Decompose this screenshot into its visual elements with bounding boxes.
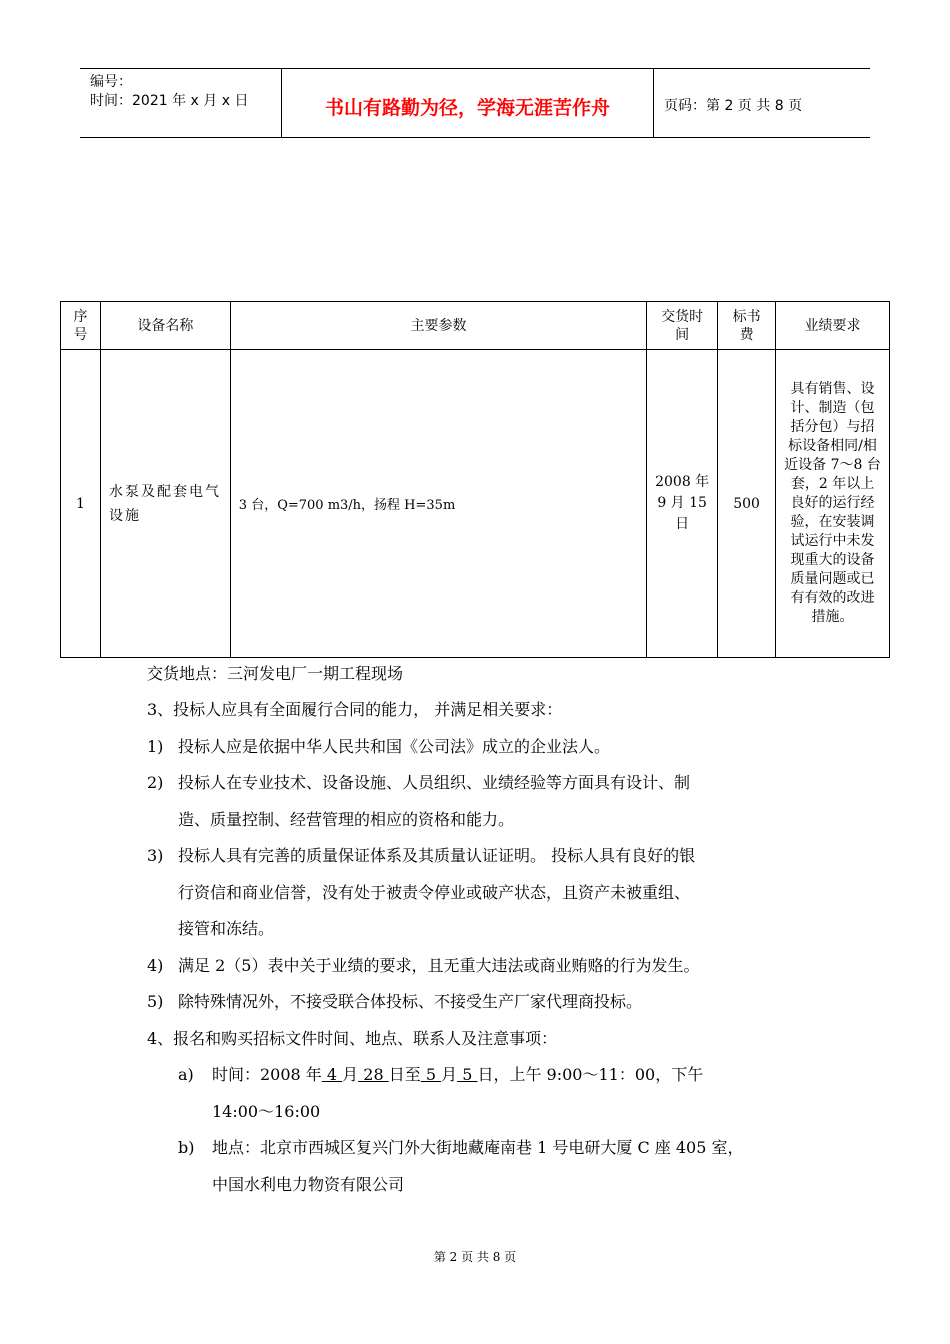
item-number: 2) xyxy=(147,773,164,792)
end-month: 5 xyxy=(420,1065,442,1084)
item-text: 造、质量控制、经营管理的相应的资格和能力。 xyxy=(178,810,515,829)
end-day: 5 xyxy=(457,1065,478,1084)
time-text: 月 xyxy=(441,1065,458,1084)
cell-name: 水泵及配套电气设施 xyxy=(100,350,230,658)
item-number: 3) xyxy=(147,846,164,865)
registration-location: 地点：北京市西城区复兴门外大街地藏庵南巷 1 号电研大厦 C 座 405 室， xyxy=(212,1138,744,1157)
registration-time xyxy=(212,1065,703,1085)
header-time: 时间：2021 年 x 月 x 日 xyxy=(90,93,249,109)
col-header-params: 主要参数 xyxy=(230,302,646,350)
start-month: 4 xyxy=(321,1065,343,1084)
item-text: 投标人具有完善的质量保证体系及其质量认证证明。 投标人具有良好的银 xyxy=(178,846,696,865)
item-text: 投标人在专业技术、设备设施、人员组织、业绩经验等方面具有设计、制 xyxy=(178,773,691,792)
item-text: 行资信和商业信誉，没有处于被责令停业或破产状态，且资产未被重组、 xyxy=(178,883,691,902)
cell-fee: 500 xyxy=(718,350,776,658)
table-row xyxy=(61,350,890,658)
col-header-requirement: 业绩要求 xyxy=(776,302,890,350)
cell-index: 1 xyxy=(61,350,101,658)
time-text: 时间：2008 年 xyxy=(212,1065,322,1084)
time-text: 月 xyxy=(342,1065,359,1084)
page-footer: 第 2 页 共 8 页 xyxy=(433,1250,517,1264)
cell-requirement: 具有销售、设计、制造（包括分包）与招标设备相同/相近设备 7～8 台套，2 年以上良好的运行经验，在安装调试运行中未发现重大的设备质量问题或已有有效的改进措施。 xyxy=(776,350,890,658)
item-number: 1) xyxy=(147,737,164,756)
col-header-date: 交货时间 xyxy=(647,302,718,350)
registration-company: 中国水利电力物资有限公司 xyxy=(212,1175,405,1194)
item-text: 除特殊情况外，不接受联合体投标、不接受生产厂家代理商投标。 xyxy=(178,992,643,1011)
item-text: 满足 2（5）表中关于业绩的要求，且无重大违法或商业贿赂的行为发生。 xyxy=(178,956,700,975)
delivery-location: 交货地点：三河发电厂一期工程现场 xyxy=(147,664,404,683)
section-3-title: 3、投标人应具有全面履行合同的能力， 并满足相关要求： xyxy=(147,700,563,719)
registration-time-afternoon: 14:00～16:00 xyxy=(212,1102,321,1121)
start-day: 28 xyxy=(358,1065,389,1084)
sub-item-number: a) xyxy=(178,1065,194,1084)
header-meta xyxy=(80,69,282,137)
page-header xyxy=(80,68,870,138)
sub-item-number: b) xyxy=(178,1138,195,1157)
col-header-fee: 标书费 xyxy=(718,302,776,350)
header-page: 页码：第 2 页 共 8 页 xyxy=(664,98,803,114)
time-text: 日至 xyxy=(388,1065,421,1084)
item-text: 投标人应是依据中华人民共和国《公司法》成立的企业法人。 xyxy=(178,737,611,756)
table-header-row xyxy=(61,302,890,350)
item-text: 接管和冻结。 xyxy=(178,919,275,938)
item-number: 4) xyxy=(147,956,164,975)
header-number: 编号： xyxy=(90,74,132,90)
time-text: 日，上午 9:00～11：00，下午 xyxy=(477,1065,704,1084)
section-4-title: 4、报名和购买招标文件时间、地点、联系人及注意事项： xyxy=(147,1029,558,1048)
header-motto: 书山有路勤为径，学海无涯苦作舟 xyxy=(282,69,654,137)
cell-params: 3 台，Q=700 m3/h，扬程 H=35m xyxy=(230,350,646,658)
col-header-index: 序号 xyxy=(61,302,101,350)
cell-date: 2008 年 9 月 15 日 xyxy=(647,350,718,658)
col-header-name: 设备名称 xyxy=(100,302,230,350)
item-number: 5) xyxy=(147,992,164,1011)
equipment-table xyxy=(60,301,890,658)
